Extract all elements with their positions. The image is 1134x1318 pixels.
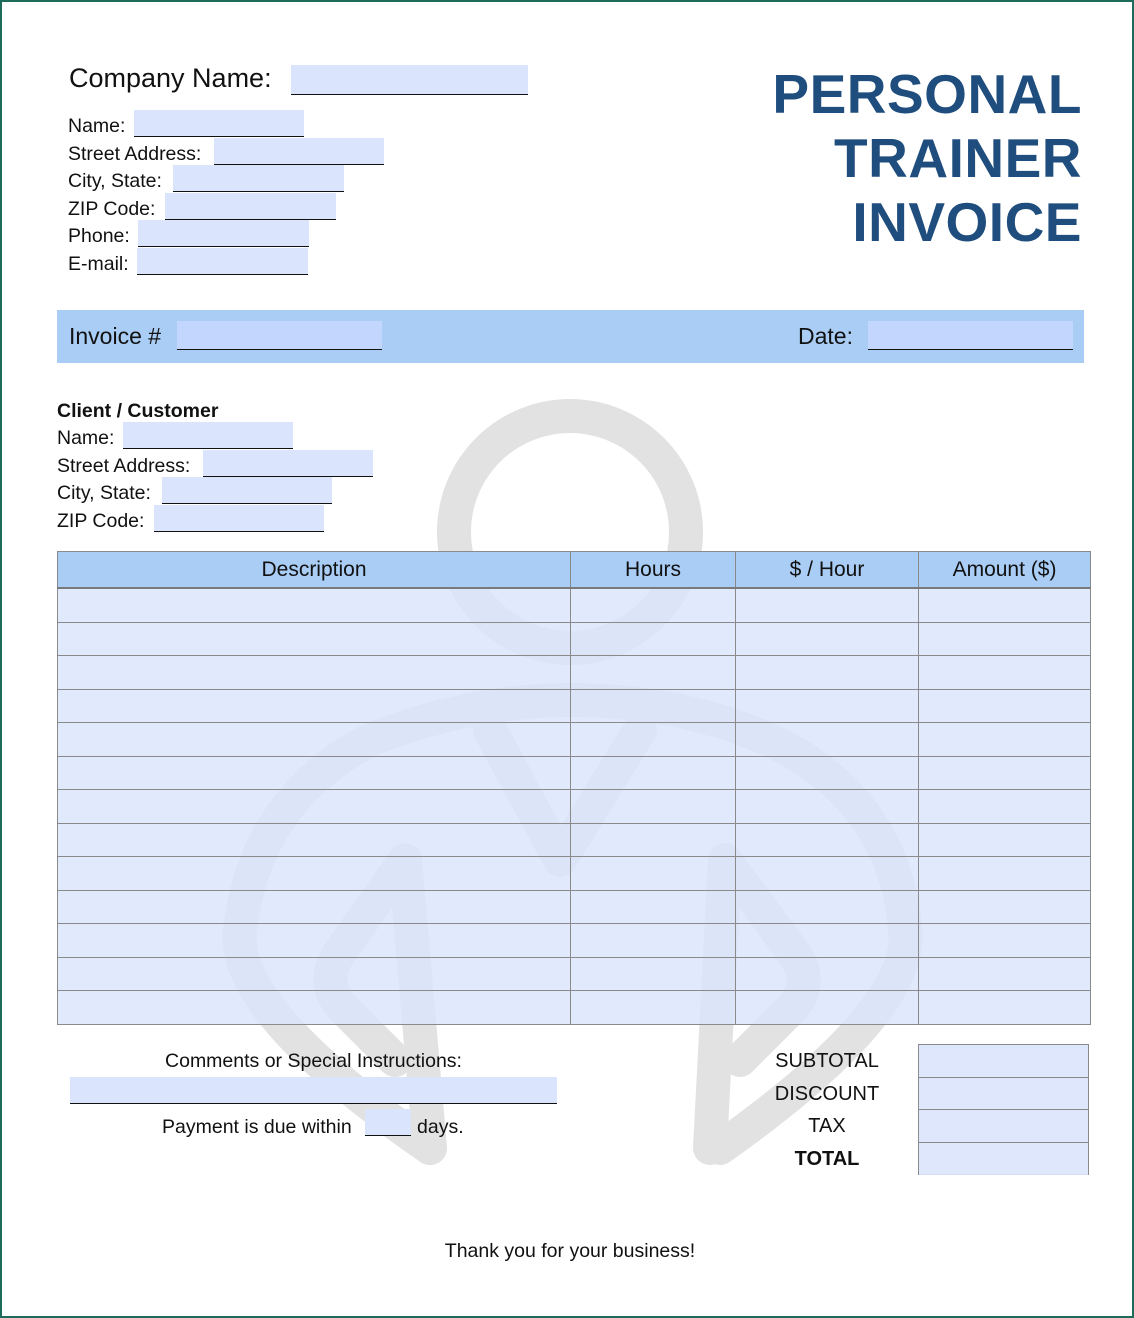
- column-header-rate: $ / Hour: [736, 552, 919, 589]
- sender-zip-label: ZIP Code:: [68, 198, 156, 220]
- table-row: [58, 756, 1091, 790]
- sender-phone-field[interactable]: [138, 220, 309, 247]
- description-cell[interactable]: [58, 924, 571, 958]
- column-header-description: Description: [58, 552, 571, 589]
- rate-cell[interactable]: [736, 790, 919, 824]
- date-label: Date:: [798, 323, 853, 349]
- description-cell[interactable]: [58, 656, 571, 690]
- hours-cell[interactable]: [571, 857, 736, 891]
- payment-days-field[interactable]: [365, 1109, 411, 1136]
- rate-cell[interactable]: [736, 857, 919, 891]
- company-name-field[interactable]: [291, 65, 528, 95]
- hours-cell[interactable]: [571, 756, 736, 790]
- subtotal-label: SUBTOTAL: [775, 1050, 879, 1072]
- client-zip-field[interactable]: [154, 505, 324, 532]
- amount-cell[interactable]: [919, 622, 1091, 656]
- sender-city-field[interactable]: [173, 165, 344, 192]
- amount-cell[interactable]: [919, 991, 1091, 1025]
- table-row: [58, 622, 1091, 656]
- table-row: [58, 890, 1091, 924]
- total-label: TOTAL: [794, 1148, 860, 1170]
- company-name-label: Company Name:: [69, 63, 272, 93]
- hours-cell[interactable]: [571, 689, 736, 723]
- totals-box: [918, 1044, 1089, 1175]
- description-cell[interactable]: [58, 790, 571, 824]
- payment-due-suffix: days.: [417, 1116, 464, 1138]
- table-row: [58, 957, 1091, 991]
- description-cell[interactable]: [58, 622, 571, 656]
- client-city-field[interactable]: [162, 477, 332, 504]
- invoice-title-line-1: PERSONAL: [772, 63, 1082, 125]
- client-heading: Client / Customer: [57, 400, 219, 422]
- hours-cell[interactable]: [571, 723, 736, 757]
- tax-field[interactable]: [919, 1110, 1088, 1143]
- rate-cell[interactable]: [736, 656, 919, 690]
- rate-cell[interactable]: [736, 689, 919, 723]
- invoice-title-line-3: INVOICE: [852, 191, 1082, 253]
- hours-cell[interactable]: [571, 588, 736, 622]
- hours-cell[interactable]: [571, 890, 736, 924]
- description-cell[interactable]: [58, 723, 571, 757]
- rate-cell[interactable]: [736, 890, 919, 924]
- amount-cell[interactable]: [919, 957, 1091, 991]
- description-cell[interactable]: [58, 588, 571, 622]
- tax-label: TAX: [808, 1115, 846, 1137]
- sender-zip-field[interactable]: [165, 193, 336, 220]
- client-street-field[interactable]: [203, 450, 373, 477]
- rate-cell[interactable]: [736, 957, 919, 991]
- discount-label: DISCOUNT: [774, 1083, 880, 1105]
- table-row: [58, 991, 1091, 1025]
- date-field[interactable]: [868, 321, 1073, 350]
- thank-you-message: Thank you for your business!: [444, 1240, 696, 1262]
- table-row: [58, 857, 1091, 891]
- hours-cell[interactable]: [571, 823, 736, 857]
- amount-cell[interactable]: [919, 823, 1091, 857]
- rate-cell[interactable]: [736, 588, 919, 622]
- amount-cell[interactable]: [919, 689, 1091, 723]
- table-row: [58, 689, 1091, 723]
- description-cell[interactable]: [58, 756, 571, 790]
- total-field[interactable]: [919, 1143, 1088, 1176]
- table-header-row: [58, 552, 1091, 589]
- rate-cell[interactable]: [736, 924, 919, 958]
- column-header-hours: Hours: [571, 552, 736, 589]
- hours-cell[interactable]: [571, 991, 736, 1025]
- description-cell[interactable]: [58, 991, 571, 1025]
- invoice-info-band: [57, 310, 1084, 363]
- amount-cell[interactable]: [919, 857, 1091, 891]
- discount-field[interactable]: [919, 1078, 1088, 1111]
- invoice-title-line-2: TRAINER: [834, 127, 1082, 189]
- sender-street-field[interactable]: [214, 138, 384, 165]
- amount-cell[interactable]: [919, 588, 1091, 622]
- table-row: [58, 723, 1091, 757]
- table-row: [58, 588, 1091, 622]
- description-cell[interactable]: [58, 689, 571, 723]
- client-zip-label: ZIP Code:: [57, 510, 145, 532]
- sender-email-field[interactable]: [137, 248, 308, 275]
- amount-cell[interactable]: [919, 723, 1091, 757]
- sender-name-label: Name:: [68, 115, 126, 137]
- client-city-label: City, State:: [57, 482, 151, 504]
- client-name-label: Name:: [57, 427, 115, 449]
- rate-cell[interactable]: [736, 622, 919, 656]
- invoice-number-field[interactable]: [177, 321, 382, 350]
- amount-cell[interactable]: [919, 890, 1091, 924]
- description-cell[interactable]: [58, 857, 571, 891]
- amount-cell[interactable]: [919, 756, 1091, 790]
- description-cell[interactable]: [58, 823, 571, 857]
- hours-cell[interactable]: [571, 924, 736, 958]
- hours-cell[interactable]: [571, 790, 736, 824]
- invoice-number-label: Invoice #: [69, 323, 162, 349]
- rate-cell[interactable]: [736, 756, 919, 790]
- hours-cell[interactable]: [571, 656, 736, 690]
- comments-field[interactable]: [70, 1077, 557, 1104]
- table-row: [58, 924, 1091, 958]
- sender-name-field[interactable]: [134, 110, 304, 137]
- amount-cell[interactable]: [919, 656, 1091, 690]
- sender-street-label: Street Address:: [68, 143, 202, 165]
- comments-label: Comments or Special Instructions:: [165, 1050, 462, 1072]
- table-row: [58, 790, 1091, 824]
- rate-cell[interactable]: [736, 823, 919, 857]
- amount-cell[interactable]: [919, 924, 1091, 958]
- items-table: [57, 551, 1091, 1025]
- payment-due-prefix: Payment is due within: [162, 1116, 352, 1138]
- description-cell[interactable]: [58, 890, 571, 924]
- client-street-label: Street Address:: [57, 455, 191, 477]
- sender-city-label: City, State:: [68, 170, 162, 192]
- sender-phone-label: Phone:: [68, 225, 130, 247]
- sender-email-label: E-mail:: [68, 253, 129, 275]
- rate-cell[interactable]: [736, 991, 919, 1025]
- column-header-amount: Amount ($): [919, 552, 1091, 589]
- amount-cell[interactable]: [919, 790, 1091, 824]
- description-cell[interactable]: [58, 957, 571, 991]
- rate-cell[interactable]: [736, 723, 919, 757]
- hours-cell[interactable]: [571, 622, 736, 656]
- client-name-field[interactable]: [123, 422, 293, 449]
- subtotal-field[interactable]: [919, 1045, 1088, 1078]
- hours-cell[interactable]: [571, 957, 736, 991]
- table-row: [58, 656, 1091, 690]
- table-row: [58, 823, 1091, 857]
